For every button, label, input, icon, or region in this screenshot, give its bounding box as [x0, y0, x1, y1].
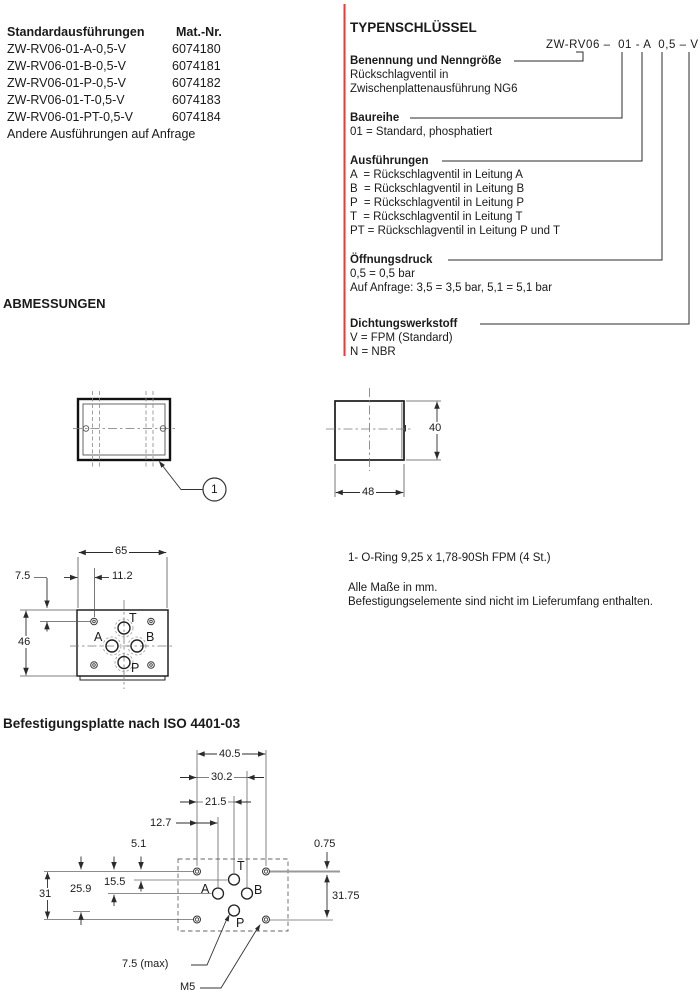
- note-oring: 1- O-Ring 9,25 x 1,78-90Sh FPM (4 St.): [348, 552, 551, 564]
- dim-31: 31: [39, 888, 52, 900]
- dim-31-75: 31.75: [332, 890, 360, 902]
- drawing-side-view: [326, 388, 441, 497]
- dim-5-1: 5.1: [131, 838, 147, 850]
- dim-0-75: 0.75: [314, 838, 336, 850]
- port-label-t: T: [129, 611, 137, 625]
- section-line: N = NBR: [350, 346, 396, 358]
- part-code: ZW-RV06-01-A-0,5-V: [7, 42, 127, 56]
- dim-11-2: 11.2: [112, 570, 133, 582]
- port-label-b: B: [146, 630, 155, 644]
- table-note: Andere Ausführungen auf Anfrage: [7, 127, 196, 141]
- dim-21-5: 21.5: [205, 796, 227, 808]
- mounting-plate-title: Befestigungsplatte nach ISO 4401-03: [3, 716, 241, 731]
- drawing-mounting-plate: [44, 750, 340, 988]
- abmessungen-title: ABMESSUNGEN: [3, 296, 106, 311]
- leader-label-thread: M5: [180, 981, 196, 993]
- part-matnr: 6074184: [172, 110, 221, 124]
- section-line: Zwischenplattenausführung NG6: [350, 83, 518, 95]
- section-line: P = Rückschlagventil in Leitung P: [350, 197, 524, 209]
- section-line: V = FPM (Standard): [350, 332, 453, 344]
- dim-30-2: 30.2: [211, 771, 233, 783]
- note-fixings: Befestigungselemente sind nicht im Lieferumfang enthalten.: [348, 596, 653, 608]
- section-title-ausfuehrungen: Ausführungen: [350, 155, 429, 167]
- table-title: Standardausführungen: [7, 25, 145, 39]
- plate-port-label-a: A: [201, 882, 210, 896]
- part-matnr: 6074183: [172, 93, 221, 107]
- dim-12-7: 12.7: [150, 817, 172, 829]
- dim-7-5: 7.5: [15, 570, 31, 582]
- section-line: B = Rückschlagventil in Leitung B: [350, 183, 525, 195]
- callout-1-label: 1: [211, 482, 218, 496]
- dim-65: 65: [115, 545, 128, 557]
- plate-port-label-b: B: [254, 883, 263, 897]
- section-line: Auf Anfrage: 3,5 = 3,5 bar, 5,1 = 5,1 bar: [350, 282, 553, 294]
- dim-25-9: 25.9: [70, 883, 92, 895]
- section-line: 01 = Standard, phosphatiert: [350, 126, 493, 138]
- section-line: T = Rückschlagventil in Leitung T: [350, 211, 523, 223]
- drawing-top-view: [73, 391, 226, 501]
- part-matnr: 6074180: [172, 42, 221, 56]
- section-title-dichtungswerkstoff: Dichtungswerkstoff: [350, 318, 458, 330]
- note-units: Alle Maße in mm.: [348, 582, 438, 594]
- part-matnr: 6074182: [172, 76, 221, 90]
- plate-port-label-t: T: [237, 859, 245, 873]
- part-matnr: 6074181: [172, 59, 221, 73]
- typenschluessel-title: TYPENSCHLÜSSEL: [350, 20, 477, 35]
- leader-label-depth: 7.5 (max): [122, 958, 169, 970]
- dim-46: 46: [18, 636, 31, 648]
- part-code: ZW-RV06-01-P-0,5-V: [7, 76, 127, 90]
- port-label-a: A: [94, 630, 103, 644]
- section-line: Rückschlagventil in: [350, 69, 449, 81]
- port-label-p: P: [131, 661, 140, 675]
- part-code: ZW-RV06-01-T-0,5-V: [7, 93, 125, 107]
- dim-40: 40: [429, 422, 442, 434]
- dim-15-5: 15.5: [104, 876, 126, 888]
- plate-port-label-p: P: [236, 916, 245, 930]
- section-title-benennung: Benennung und Nenngröße: [350, 55, 502, 67]
- dim-48: 48: [362, 486, 375, 498]
- section-title-baureihe: Baureihe: [350, 112, 400, 124]
- type-code: ZW-RV06 – 01 - A 0,5 – V: [546, 39, 699, 51]
- section-title-oeffnungsdruck: Öffnungsdruck: [350, 254, 433, 266]
- part-code: ZW-RV06-01-B-0,5-V: [7, 59, 127, 73]
- section-line: A = Rückschlagventil in Leitung A: [350, 169, 523, 181]
- part-code: ZW-RV06-01-PT-0,5-V: [7, 110, 133, 124]
- section-line: 0,5 = 0,5 bar: [350, 268, 415, 280]
- drawing-port-face: [20, 553, 174, 690]
- dim-40-5: 40.5: [219, 748, 241, 760]
- section-line: PT = Rückschlagventil in Leitung P und T: [350, 225, 561, 237]
- table-col-matnr: Mat.-Nr.: [176, 25, 222, 39]
